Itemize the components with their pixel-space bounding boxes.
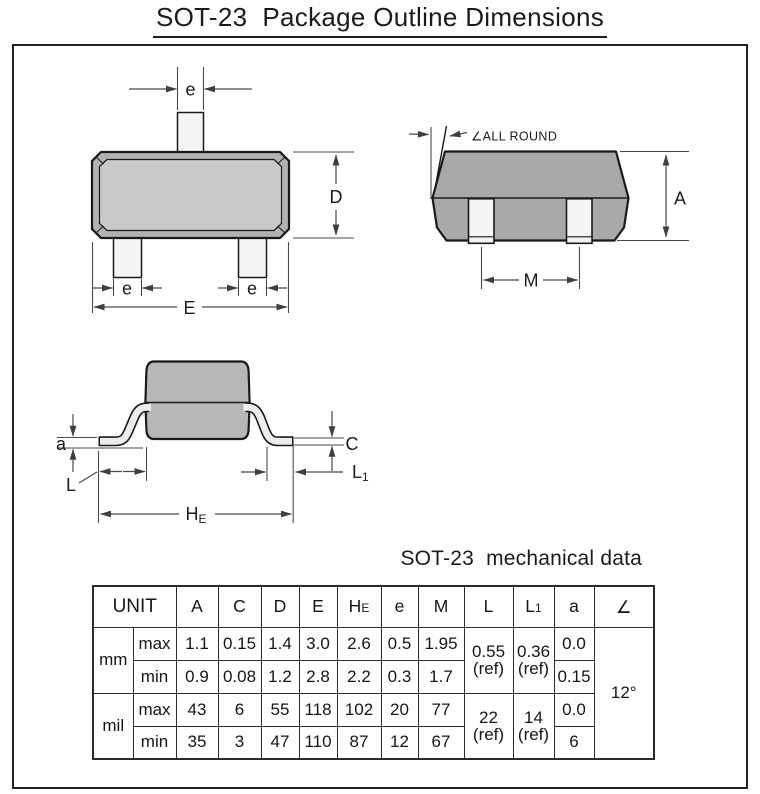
dim-label-E: E <box>183 298 196 318</box>
dim-e-top <box>129 67 252 110</box>
value-cell: 3 <box>218 726 261 759</box>
value-cell: 12 <box>381 726 418 759</box>
value-cell: 1.1 <box>176 627 218 660</box>
value-cell: 77 <box>418 693 464 726</box>
dim-label-C: C <box>345 434 359 454</box>
value-cell: 55 <box>261 693 299 726</box>
value-cell-L-mil: 22 (ref) <box>464 693 513 759</box>
package-body-front-view <box>433 152 629 241</box>
right-lead <box>244 407 294 441</box>
col-header-L1: L1 <box>513 586 554 627</box>
col-header-C: C <box>218 586 261 627</box>
value-cell: 1.2 <box>261 660 299 693</box>
value-cell: 1.4 <box>261 627 299 660</box>
value-cell: 0.08 <box>218 660 261 693</box>
value-cell: 0.9 <box>176 660 218 693</box>
value-cell: 110 <box>299 726 337 759</box>
value-cell: 47 <box>261 726 299 759</box>
value-cell: 0.0 <box>554 693 594 726</box>
value-cell-L1-mm: 0.36 (ref) <box>513 627 554 693</box>
limit-cell: max <box>133 627 176 660</box>
value-cell: 0.0 <box>554 627 594 660</box>
col-header-L: L <box>464 586 513 627</box>
value-cell-L-mm: 0.55 (ref) <box>464 627 513 693</box>
value-cell-L1-mil: 14 (ref) <box>513 693 554 759</box>
dim-label-e-right: e <box>246 278 258 299</box>
unit-cell-mm: mm <box>93 627 133 693</box>
bottom-left-pin <box>114 237 142 278</box>
dim-HE <box>101 504 292 526</box>
value-cell: 2.8 <box>299 660 337 693</box>
dim-label-A: A <box>673 188 687 209</box>
dim-L1 <box>241 443 369 523</box>
col-header-angle: ∠ <box>594 586 654 627</box>
unit-cell-mil: mil <box>93 693 133 759</box>
value-cell-angle: 12° <box>594 627 654 759</box>
dim-C <box>294 411 359 471</box>
dim-label-e-left: e <box>121 278 133 299</box>
value-cell: 2.6 <box>337 627 381 660</box>
dim-label-HE: HE <box>185 504 207 526</box>
dim-D <box>293 152 354 238</box>
dim-M <box>482 247 580 291</box>
value-cell: 2.2 <box>337 660 381 693</box>
col-header-HE: HE <box>337 586 381 627</box>
col-header-M: M <box>418 586 464 627</box>
value-cell: 3.0 <box>299 627 337 660</box>
dim-L <box>66 447 147 523</box>
table-row-mil-min <box>93 726 654 759</box>
col-header-e: e <box>381 586 418 627</box>
top-view-figure <box>92 67 354 318</box>
page-title: SOT-23 Package Outline Dimensions <box>153 2 607 38</box>
bottom-right-pin <box>239 237 267 278</box>
all-round-label: ∠ALL ROUND <box>471 129 558 144</box>
value-cell: 6 <box>218 693 261 726</box>
value-cell: 0.5 <box>381 627 418 660</box>
value-cell: 102 <box>337 693 381 726</box>
value-cell: 87 <box>337 726 381 759</box>
limit-cell: min <box>133 726 176 759</box>
top-pin <box>178 113 204 154</box>
package-body-top-face <box>100 160 282 231</box>
table-title: SOT-23 mechanical data <box>400 547 642 570</box>
left-lead <box>99 407 152 441</box>
value-cell: 43 <box>176 693 218 726</box>
col-header-A: A <box>176 586 218 627</box>
value-cell: 0.15 <box>554 660 594 693</box>
table-header-row <box>93 586 654 627</box>
dim-label-e-top: e <box>185 79 196 100</box>
col-header-E: E <box>299 586 337 627</box>
table-row-mm-max <box>93 627 654 660</box>
col-header-unit: UNIT <box>93 586 176 627</box>
front-view-figure <box>409 126 689 291</box>
package-body-side-view <box>145 362 249 440</box>
value-cell: 1.95 <box>418 627 464 660</box>
col-header-a: a <box>554 586 594 627</box>
side-view-figure <box>56 362 369 527</box>
table-row-mm-min <box>93 660 654 693</box>
value-cell: 118 <box>299 693 337 726</box>
dim-label-M: M <box>523 270 539 291</box>
dim-e-bottom-right <box>218 279 287 299</box>
value-cell: 0.15 <box>218 627 261 660</box>
limit-cell: min <box>133 660 176 693</box>
table-row-mil-max <box>93 693 654 726</box>
mechanical-data-table <box>92 585 655 760</box>
value-cell: 6 <box>554 726 594 759</box>
dim-label-L1: L1 <box>352 462 369 484</box>
value-cell: 67 <box>418 726 464 759</box>
limit-cell: max <box>133 693 176 726</box>
value-cell: 35 <box>176 726 218 759</box>
col-header-D: D <box>261 586 299 627</box>
value-cell: 0.3 <box>381 660 418 693</box>
dim-label-a: a <box>55 434 67 454</box>
dim-label-D: D <box>329 187 343 207</box>
value-cell: 1.7 <box>418 660 464 693</box>
dim-label-L: L <box>65 475 77 495</box>
dim-e-bottom-left <box>93 279 163 299</box>
value-cell: 20 <box>381 693 418 726</box>
